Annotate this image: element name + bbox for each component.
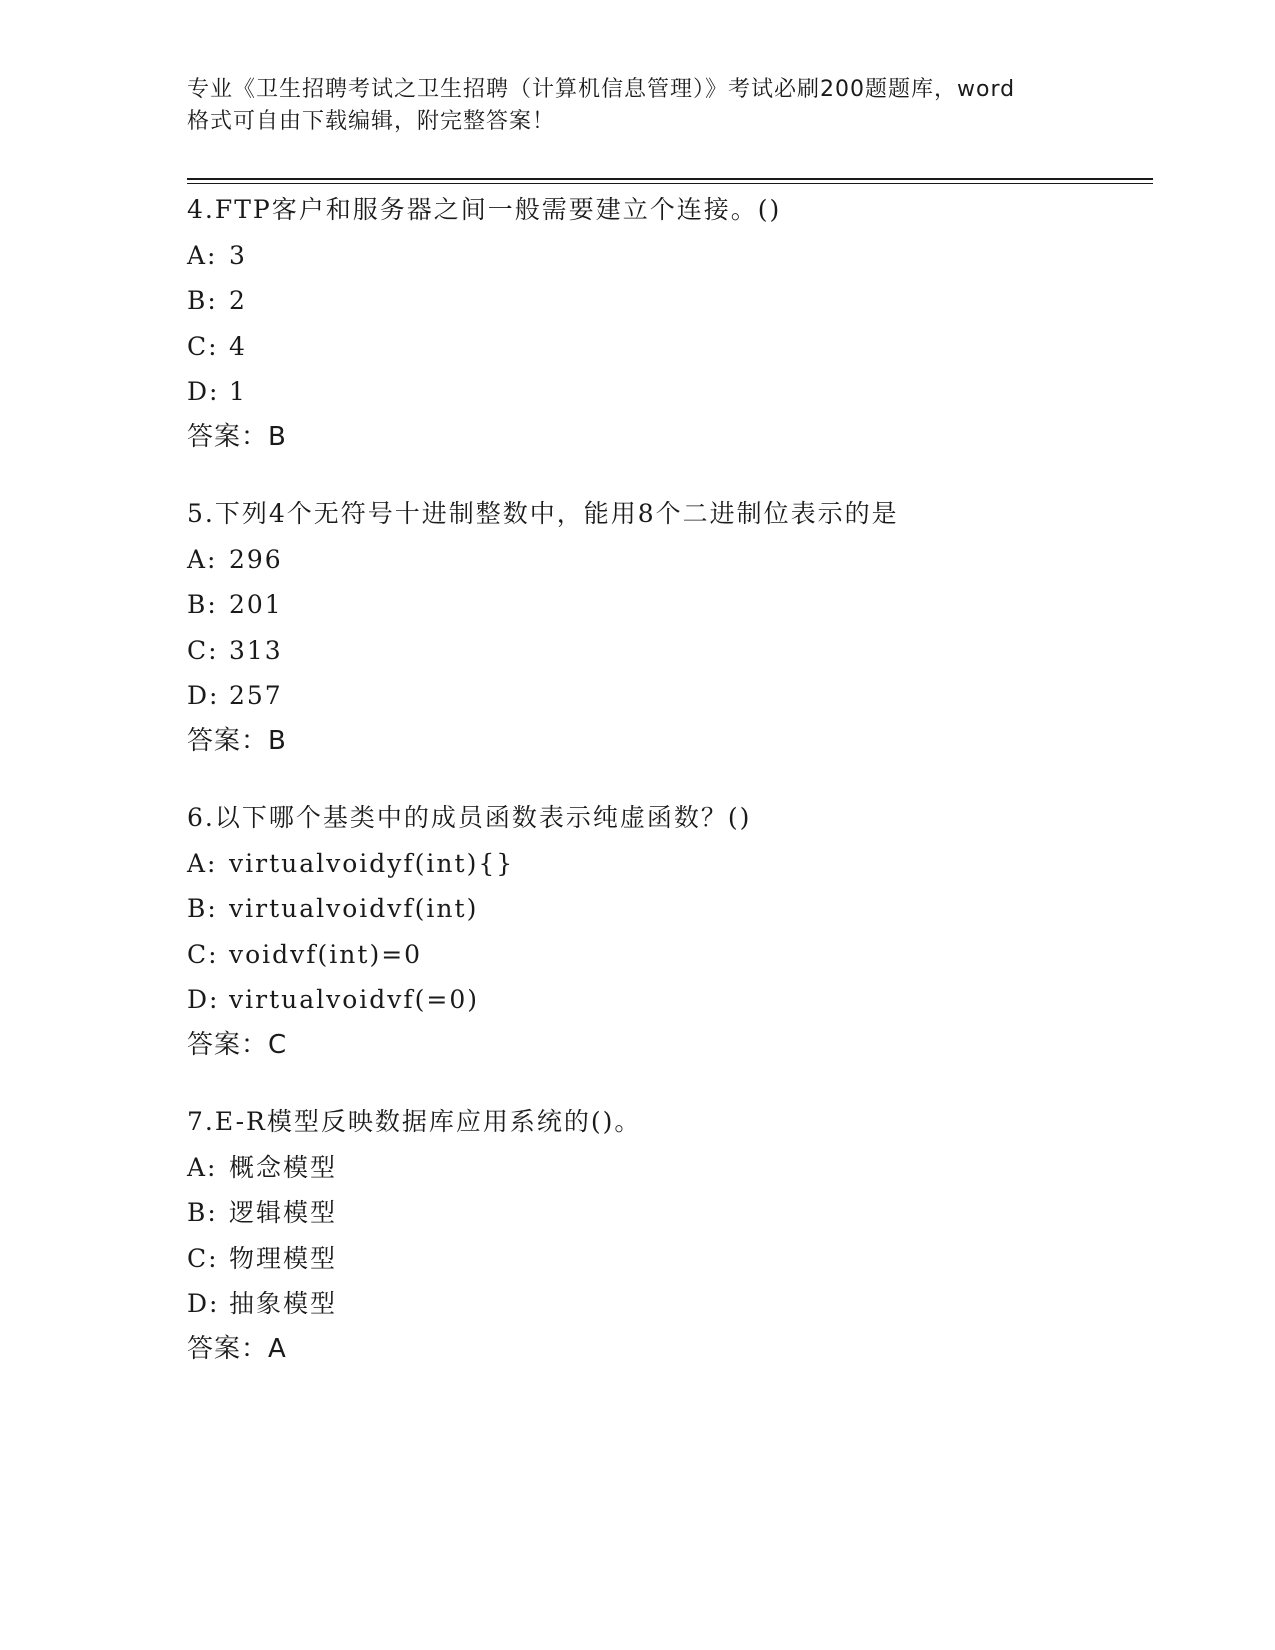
header-line-2: 格式可自由下载编辑，附完整答案！ bbox=[187, 109, 556, 134]
option-text: 257 bbox=[229, 681, 283, 710]
option-text: voidvf(int)=0 bbox=[229, 939, 423, 969]
option-letter: A: bbox=[187, 544, 218, 574]
question-stem: 7.E-R模型反映数据库应用系统的()。 bbox=[187, 1107, 642, 1136]
answer-line bbox=[187, 719, 1147, 764]
option-letter: D: bbox=[187, 985, 220, 1014]
option-letter: B: bbox=[187, 1198, 218, 1227]
option-d bbox=[187, 1281, 1147, 1327]
option-a bbox=[187, 841, 1147, 887]
option-a bbox=[187, 537, 1147, 583]
option-letter: A: bbox=[187, 240, 218, 270]
option-text: virtualvoidvf(=0) bbox=[229, 985, 480, 1014]
option-text: 物理模型 bbox=[229, 1243, 338, 1273]
question-stem: 6.以下哪个基类中的成员函数表示纯虚函数？() bbox=[187, 803, 752, 832]
option-b bbox=[187, 582, 1147, 628]
answer-prefix: 答案： bbox=[187, 1029, 269, 1060]
question-block bbox=[187, 1099, 1147, 1372]
option-text: 4 bbox=[229, 331, 247, 361]
option-letter: C: bbox=[187, 635, 219, 665]
document-header bbox=[187, 74, 1107, 138]
answer-line bbox=[187, 415, 1147, 460]
option-c bbox=[187, 628, 1147, 674]
option-a bbox=[187, 1145, 1147, 1191]
question-stem: 5.下列4个无符号十进制整数中，能用8个二进制位表示的是 bbox=[187, 499, 899, 528]
answer-prefix: 答案： bbox=[187, 1333, 269, 1364]
option-letter: A: bbox=[187, 1152, 218, 1182]
answer-prefix: 答案： bbox=[187, 725, 269, 756]
option-text: 3 bbox=[229, 240, 247, 270]
option-text: 逻辑模型 bbox=[229, 1198, 338, 1227]
option-text: 抽象模型 bbox=[229, 1289, 338, 1318]
option-letter: A: bbox=[187, 848, 218, 878]
option-b bbox=[187, 278, 1147, 324]
question-block bbox=[187, 795, 1147, 1068]
option-letter: C: bbox=[187, 331, 219, 361]
option-a bbox=[187, 233, 1147, 279]
header-divider-thin bbox=[187, 183, 1153, 184]
option-text: 概念模型 bbox=[229, 1152, 338, 1182]
header-divider-thick bbox=[187, 178, 1153, 180]
option-d bbox=[187, 369, 1147, 415]
option-text: virtualvoidyf(int){} bbox=[229, 848, 515, 878]
option-text: 1 bbox=[229, 377, 247, 406]
option-text: 2 bbox=[229, 286, 247, 315]
answer-value: B bbox=[268, 421, 287, 452]
answer-value: C bbox=[268, 1029, 288, 1060]
header-line-1: 专业《卫生招聘考试之卫生招聘（计算机信息管理）》考试必刷200题题库，word bbox=[187, 77, 1016, 102]
option-c bbox=[187, 1236, 1147, 1282]
option-c bbox=[187, 324, 1147, 370]
option-letter: D: bbox=[187, 1289, 220, 1318]
option-d bbox=[187, 977, 1147, 1023]
answer-value: A bbox=[268, 1333, 287, 1364]
answer-prefix: 答案： bbox=[187, 421, 269, 452]
option-text: 313 bbox=[229, 635, 283, 665]
option-letter: D: bbox=[187, 377, 220, 406]
answer-value: B bbox=[268, 725, 287, 756]
option-b bbox=[187, 886, 1147, 932]
option-text: 201 bbox=[229, 590, 283, 619]
option-letter: B: bbox=[187, 894, 218, 923]
option-d bbox=[187, 673, 1147, 719]
answer-line bbox=[187, 1327, 1147, 1372]
option-letter: D: bbox=[187, 681, 220, 710]
option-c bbox=[187, 932, 1147, 978]
option-text: 296 bbox=[229, 544, 283, 574]
question-stem: 4.FTP客户和服务器之间一般需要建立个连接。() bbox=[187, 195, 782, 224]
option-letter: C: bbox=[187, 1243, 219, 1273]
option-letter: B: bbox=[187, 590, 218, 619]
option-letter: B: bbox=[187, 286, 218, 315]
answer-line bbox=[187, 1023, 1147, 1068]
option-text: virtualvoidvf(int) bbox=[229, 894, 479, 923]
option-letter: C: bbox=[187, 939, 219, 969]
option-b bbox=[187, 1190, 1147, 1236]
question-block bbox=[187, 491, 1147, 764]
question-block bbox=[187, 187, 1147, 460]
